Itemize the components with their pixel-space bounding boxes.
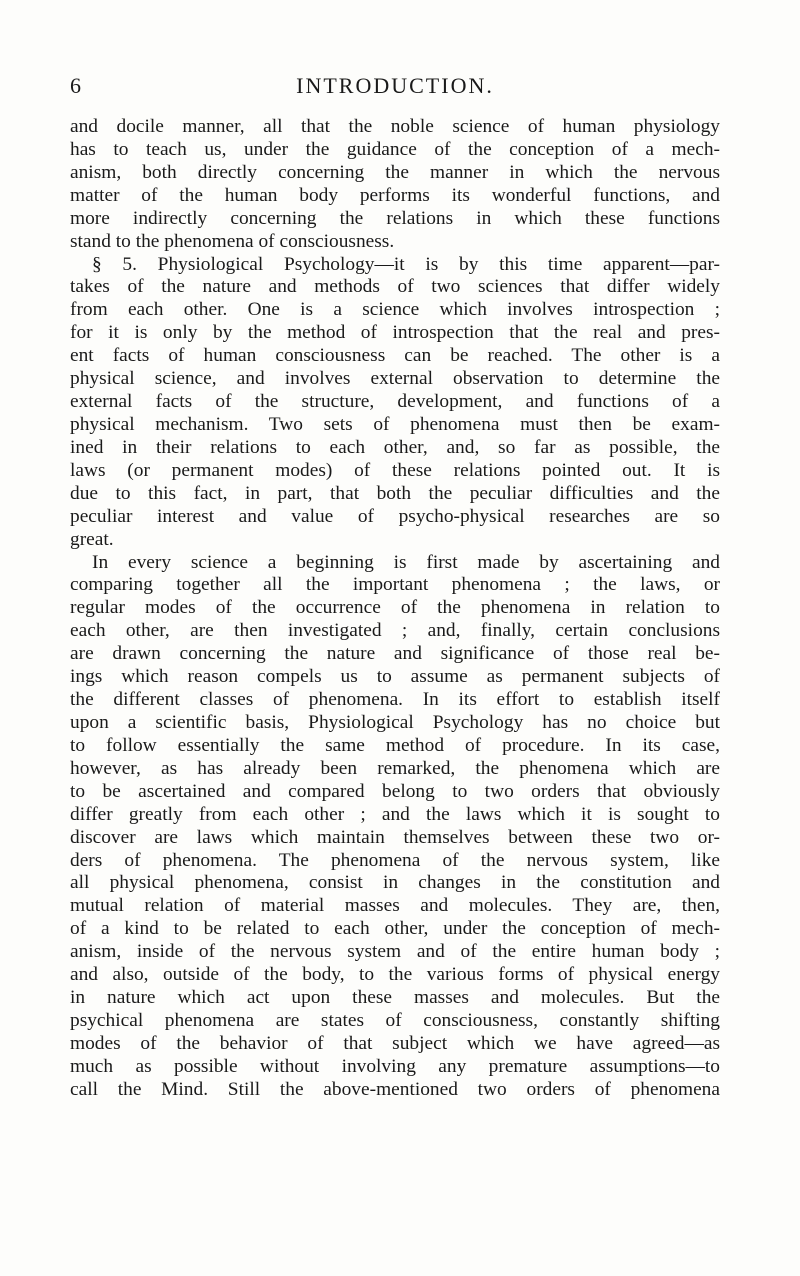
text-line: call the Mind. Still the above-mentioned two orders of phenomena bbox=[70, 1078, 720, 1100]
text-line: has to teach us, under the guidance of the conception of a mech- bbox=[70, 138, 720, 160]
text-line: ined in their relations to each other, and, so far as possible, the bbox=[70, 436, 720, 458]
text-line: modes of the behavior of that subject which we have agreed—as bbox=[70, 1032, 720, 1054]
text-line: discover are laws which maintain themselves between these two or- bbox=[70, 826, 720, 848]
text-line: In every science a beginning is first made by ascertaining and bbox=[92, 551, 720, 573]
text-line: from each other. One is a science which involves introspection ; bbox=[70, 299, 720, 321]
text-line: takes of the nature and methods of two sciences that differ widely bbox=[70, 276, 720, 298]
text-line: ings which reason compels us to assume as permanent subjects of bbox=[70, 666, 720, 688]
text-line: regular modes of the occurrence of the phenomena in relation to bbox=[70, 597, 720, 619]
text-line: more indirectly concerning the relations in which these functions bbox=[70, 207, 720, 229]
text-line: psychical phenomena are states of consciousness, constantly shifting bbox=[70, 1009, 720, 1031]
text-line: in nature which act upon these masses and molecules. But the bbox=[70, 987, 720, 1009]
text-line: ders of phenomena. The phenomena of the nervous system, like bbox=[70, 849, 720, 871]
text-line: peculiar interest and value of psycho-physical researches are so bbox=[70, 505, 720, 527]
text-line: are drawn concerning the nature and significance of those real be- bbox=[70, 643, 720, 665]
text-line: anism, inside of the nervous system and of the entire human body ; bbox=[70, 941, 720, 963]
text-line: of a kind to be related to each other, under the conception of mech- bbox=[70, 918, 720, 940]
text-line: much as possible without involving any premature assumptions—to bbox=[70, 1055, 720, 1077]
text-line: mutual relation of material masses and molecules. They are, then, bbox=[70, 895, 720, 917]
text-line: however, as has already been remarked, the phenomena which are bbox=[70, 757, 720, 779]
text-line: to be ascertained and compared belong to two orders that obviously bbox=[70, 780, 720, 802]
page-number: 6 bbox=[70, 73, 82, 98]
text-line: and also, outside of the body, to the various forms of physical energy bbox=[70, 964, 720, 986]
text-line: each other, are then investigated ; and, finally, certain conclusions bbox=[70, 620, 720, 642]
text-line: § 5. Physiological Psychology—it is by this time apparent—par- bbox=[92, 253, 720, 275]
chapter-title: INTRODUCTION. bbox=[296, 73, 494, 98]
text-line: matter of the human body performs its wonderful functions, and bbox=[70, 184, 720, 206]
text-line: physical science, and involves external observation to determine the bbox=[70, 368, 720, 390]
text-line: stand to the phenomena of consciousness. bbox=[70, 230, 395, 252]
text-line: external facts of the structure, development, and functions of a bbox=[70, 391, 720, 413]
text-line: and docile manner, all that the noble science of human physiology bbox=[70, 116, 720, 137]
text-line: due to this fact, in part, that both the peculiar difficulties and the bbox=[70, 482, 720, 504]
text-line: physical mechanism. Two sets of phenomena must then be exam- bbox=[70, 413, 720, 435]
text-line: comparing together all the important phenomena ; the laws, or bbox=[70, 574, 720, 596]
text-line: for it is only by the method of introspection that the real and pres- bbox=[70, 322, 720, 344]
text-line: all physical phenomena, consist in changes in the constitution and bbox=[70, 872, 720, 894]
text-line: differ greatly from each other ; and the laws which it is sought to bbox=[70, 803, 720, 825]
text-line: to follow essentially the same method of procedure. In its case, bbox=[70, 734, 720, 756]
text-line: upon a scientific basis, Physiological Psychology has no choice but bbox=[70, 711, 720, 733]
body-text bbox=[70, 116, 720, 1102]
text-line: the different classes of phenomena. In its effort to establish itself bbox=[70, 689, 720, 711]
text-line: ent facts of human consciousness can be reached. The other is a bbox=[70, 345, 720, 367]
text-line: laws (or permanent modes) of these relations pointed out. It is bbox=[70, 459, 720, 481]
running-head bbox=[70, 73, 720, 103]
text-line: great. bbox=[70, 528, 114, 550]
text-line: anism, both directly concerning the manner in which the nervous bbox=[70, 161, 720, 183]
